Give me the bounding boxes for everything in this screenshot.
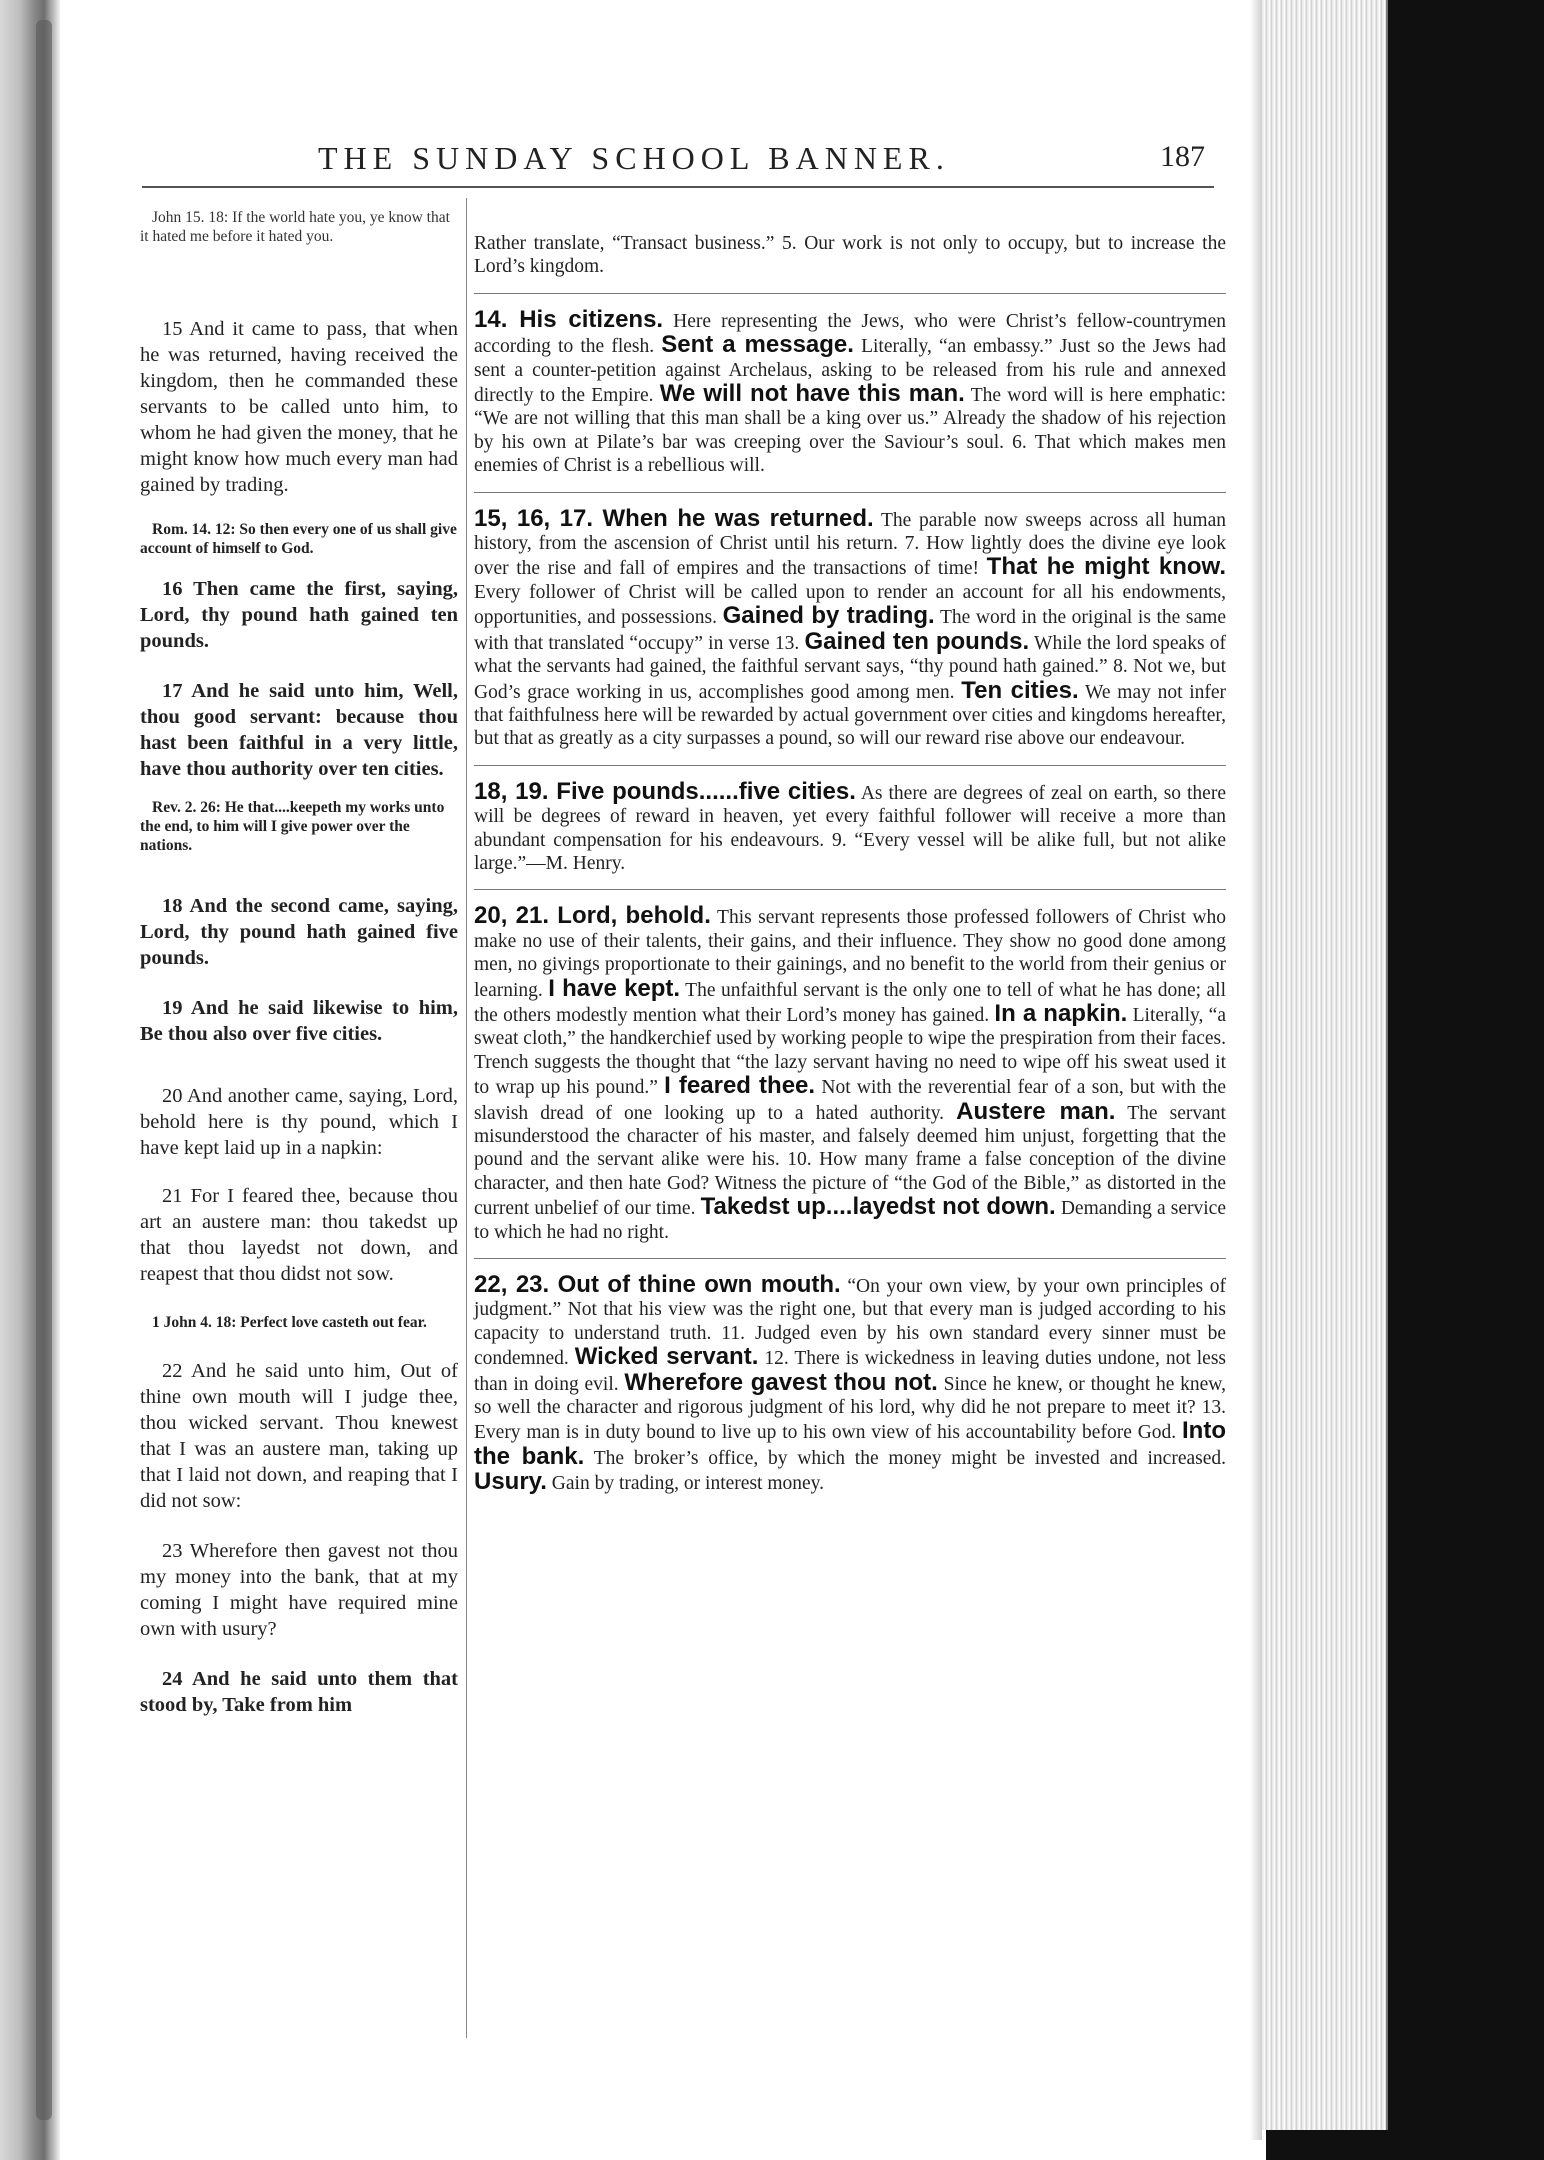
commentary-paragraph	[474, 904, 1226, 1244]
cross-reference: 1 John 4. 18: Perfect love casteth out fear.	[152, 1314, 427, 1331]
commentary-keyword: In a napkin.	[994, 999, 1128, 1027]
commentary-keyword: 22, 23. Out of thine own mouth.	[474, 1271, 841, 1299]
section-divider	[474, 492, 1226, 493]
commentary-keyword: Gained by trading.	[722, 602, 935, 630]
commentary-text: “On your own view, by your own principles of judgment.” Not that his view was the right one, but that every man is judged according to his capacity to understand truth. 11. Judged even by his own standard every sinner must be condemned.	[474, 1276, 1226, 1370]
commentary-keyword: Sent a message.	[661, 331, 854, 359]
commentary-text: Since he knew, or thought he knew, so well the character and rigorous judgment of his lord, why did he not prepare to meet it? 13. Every man is in duty bound to live up to his own view of his accountability before God.	[474, 1373, 1226, 1444]
commentary-keyword: 18, 19. Five pounds......five cities.	[474, 777, 856, 805]
verse-text: 16 Then came the first, saying, Lord, thy pound hath gained ten pounds.	[140, 578, 458, 652]
verse-text: 24 And he said unto them that stood by, Take from him	[140, 1668, 458, 1716]
commentary-text: Rather translate, “Transact business.” 5. Our work is not only to occupy, but to increase the Lord’s kingdom.	[474, 233, 1226, 278]
commentary-text: Gain by trading, or interest money.	[546, 1473, 825, 1495]
commentary-keyword: 20, 21. Lord, behold.	[474, 902, 711, 930]
commentary-keyword: 15, 16, 17. When he was returned.	[474, 504, 874, 532]
commentary-text: Literally, “an embassy.” Just so the Jews had sent a counter-petition against Archelaus, asking to be released from his rule and annexed directly to the Empire.	[474, 336, 1226, 407]
page-edge-shadow	[1250, 0, 1262, 2140]
commentary-text: The unfaithful servant is the only one to tell of what he has done; all the others modestly mention what their Lord’s money has gained.	[474, 979, 1227, 1026]
commentary-keyword: That he might know.	[986, 553, 1227, 581]
commentary-keyword: Takedst up....layedst not down.	[700, 1193, 1056, 1221]
cross-reference: John 15. 18: If the world hate you, ye know that it hated me before it hated you.	[140, 209, 450, 245]
section-divider	[474, 293, 1226, 294]
section-divider	[474, 1258, 1226, 1259]
commentary-keyword: Ten cities.	[961, 676, 1079, 704]
header-rule	[142, 186, 1214, 188]
commentary-keyword: Usury.	[474, 1468, 547, 1496]
commentary-text: The word in the original is the same with that translated “occupy” in verse 13.	[474, 607, 1226, 654]
column-rule	[466, 198, 467, 2038]
commentary-keyword: Wherefore gavest thou not.	[624, 1368, 938, 1396]
verse-text: 17 And he said unto him, Well, thou good servant: because thou hast been faithful in a very little, have thou authority over ten cities.	[140, 680, 458, 780]
commentary-paragraph	[474, 232, 1226, 279]
scripture-column	[140, 208, 458, 1718]
page-number: 187	[1160, 140, 1205, 173]
verse-text: 15 And it came to pass, that when he was returned, having received the kingdom, then he commanded these servants to be called unto him, to whom he had given the money, that he might know how much every man had gained by trading.	[140, 318, 458, 496]
commentary-text: While the lord speaks of what the servants had gained, the faithful servant says, “thy pound hath gained.” 8. Not we, but God’s grace working in us, accomplishes good among men.	[474, 632, 1227, 703]
verse-text: 21 For I feared thee, because thou art an austere man: thou takedst up that thou layedst not down, and reapest that thou didst not sow.	[140, 1185, 458, 1285]
commentary-keyword: Gained ten pounds.	[804, 627, 1030, 655]
commentary-paragraph	[474, 504, 1227, 751]
commentary-text: Demanding a service to which he had no right.	[474, 1198, 1226, 1243]
commentary-text: The parable now sweeps across all human history, from the ascension of Christ until his return. 7. How lightly does the divine eye look over the rise and fall of empires and the transactions of time!	[474, 509, 1226, 580]
commentary-paragraph	[474, 1273, 1226, 1496]
commentary-keyword: Into the bank.	[474, 1417, 1226, 1470]
commentary-keyword: I feared thee.	[664, 1072, 816, 1100]
commentary-text: As there are degrees of zeal on earth, so there will be degrees of reward in heaven, yet every faithful follower will receive a more than abundant compensation for his endeavours. 9. “Every vessel will be alike full, but not alike large.”—M. Henry.	[474, 782, 1226, 874]
page-stack-edges	[1258, 0, 1388, 2130]
commentary-keyword: Wicked servant.	[574, 1343, 759, 1371]
commentary-text: The servant misunderstood the character of his master, and falsely deemed him unjust, forgetting that the pound and the servant alike were his. 10. How many frame a false conception of the divine character, and then hate God? Witness the picture of “the God of the Bible,” as distorted in the current unbelief of our time.	[474, 1102, 1226, 1220]
section-divider	[474, 889, 1226, 890]
commentary-text: The word will is here emphatic: “We are not willing that this man shall be a king over us.” Already the shadow of his rejection by his own at Pilate’s bar was creeping over the Saviour’s soul. 6. That which makes men enemies of Christ is a rebellious will.	[474, 385, 1227, 477]
verse-text: 22 And he said unto him, Out of thine own mouth will I judge thee, thou wicked servant. Thou knewest that I was an austere man, taking up that I laid not down, and reaping that I did not sow:	[140, 1360, 458, 1512]
commentary-text: 12. There is wickedness in leaving duties undone, not less than in doing evil.	[474, 1348, 1226, 1395]
commentary-text: Here representing the Jews, who were Christ’s fellow-countrymen according to the flesh.	[474, 310, 1226, 358]
commentary-text: Not with the reverential fear of a son, but with the slavish dread of one looking up to a hated authority.	[474, 1077, 1227, 1124]
commentary-text: We may not infer that faithfulness here will be rewarded by actual government over cities and kingdoms hereafter, but that as greatly as a city surpasses a pound, so will our reward rise above our endeavour.	[474, 681, 1227, 750]
cross-reference: Rev. 2. 26: He that....keepeth my works unto the end, to him will I give power over the nations.	[140, 799, 445, 854]
binding-gutter	[36, 20, 52, 2120]
verse-text: 20 And another came, saying, Lord, behold here is thy pound, which I have kept laid up in a napkin:	[140, 1085, 458, 1159]
commentary-column	[474, 232, 1226, 1496]
verse-text: 19 And he said likewise to him, Be thou also over five cities.	[140, 997, 458, 1045]
commentary-text: Literally, “a sweat cloth,” the handkerchief used by working people to wipe the prespiration from their faces. Trench suggests the thought that “the lazy servant having no need to wipe off his sweat used it to wrap up his pound.”	[474, 1004, 1226, 1099]
commentary-keyword: Austere man.	[956, 1097, 1116, 1125]
section-divider	[474, 765, 1226, 766]
running-head: THE SUNDAY SCHOOL BANNER.	[318, 140, 950, 176]
commentary-text: This servant represents those professed followers of Christ who make no use of their talents, their gains, and their influence. They show no good done among men, no givings proportionate to their gainings, and no benefit to the world from their genius or learning.	[474, 907, 1226, 1001]
commentary-paragraph	[474, 305, 1227, 478]
commentary-text: Every follower of Christ will be called upon to render an account for all his endowments, opportunities, and possessions.	[474, 581, 1226, 629]
cross-reference: Rom. 14. 12: So then every one of us shall give account of himself to God.	[140, 521, 457, 557]
commentary-paragraph	[474, 777, 1226, 876]
commentary-keyword: We will not have this man.	[659, 380, 965, 408]
commentary-keyword: 14. His citizens.	[474, 305, 664, 333]
verse-text: 18 And the second came, saying, Lord, thy pound hath gained five pounds.	[140, 895, 458, 969]
verse-text: 23 Wherefore then gavest not thou my money into the bank, that at my coming I might have required mine own with usury?	[140, 1540, 458, 1640]
commentary-keyword: I have kept.	[548, 974, 681, 1002]
commentary-text: The broker’s office, by which the money might be invested and increased.	[584, 1447, 1226, 1469]
